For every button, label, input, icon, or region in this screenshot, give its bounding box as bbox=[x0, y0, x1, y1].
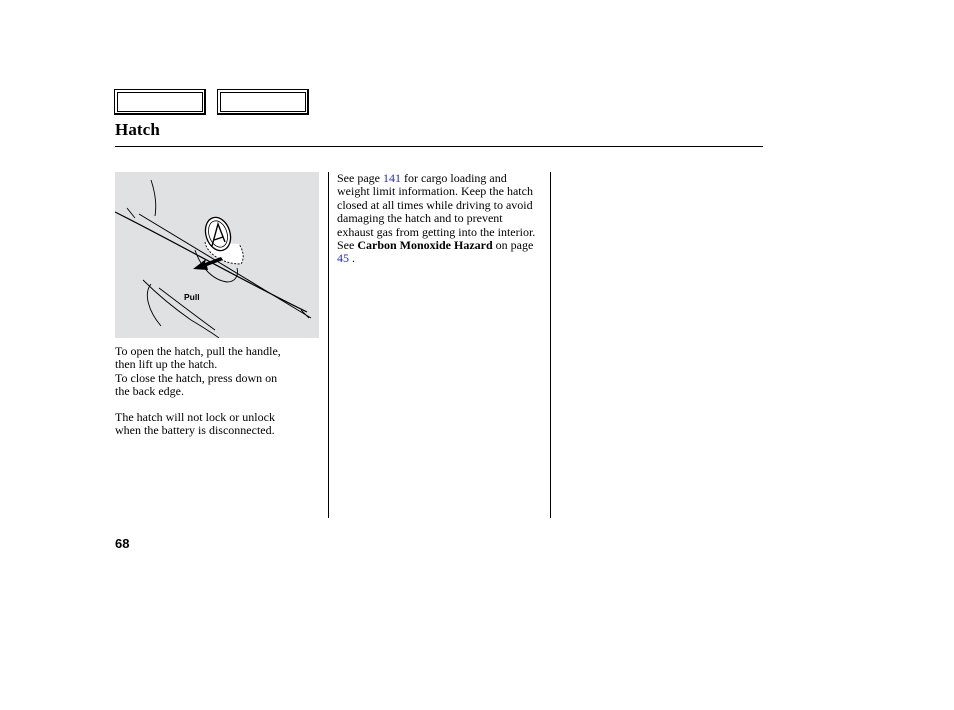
page-number: 68 bbox=[115, 536, 130, 551]
body-line-1 bbox=[151, 180, 156, 216]
section-title: Hatch bbox=[115, 120, 160, 139]
nav-button-2-frame bbox=[220, 92, 306, 112]
open-close-instructions bbox=[115, 345, 320, 399]
instruction-line: To open the hatch, pull the handle, bbox=[115, 344, 281, 358]
nav-button-1-frame bbox=[117, 92, 203, 112]
note-line: The hatch will not lock or unlock bbox=[115, 410, 275, 424]
battery-note bbox=[115, 411, 320, 438]
carbon-monoxide-hazard-reference: Carbon Monoxide Hazard bbox=[357, 238, 493, 253]
instruction-line: then lift up the hatch. bbox=[115, 357, 218, 372]
note-line: when the battery is disconnected. bbox=[115, 423, 275, 438]
pull-label: Pull bbox=[184, 292, 200, 302]
edge-tick-line bbox=[127, 208, 135, 218]
pull-arrow-icon bbox=[193, 257, 223, 270]
hatch-drawing bbox=[115, 172, 319, 338]
text-segment: See page bbox=[337, 171, 383, 185]
instruction-line: To close the hatch, press down on bbox=[115, 370, 278, 385]
text-segment: on page bbox=[492, 238, 534, 253]
page-141-link[interactable]: 141 bbox=[382, 171, 401, 185]
column-divider-1 bbox=[328, 172, 329, 518]
cargo-safety-paragraph bbox=[337, 172, 542, 266]
nav-button-1[interactable] bbox=[114, 89, 206, 115]
title-divider bbox=[115, 146, 763, 147]
text-segment: . bbox=[349, 251, 355, 266]
text-segment: for cargo loading and weight limit information. Keep the hatch closed at all times while driving to avoid damaging the hatch and to prevent exhaust gas from getting into the interior. See bbox=[337, 171, 536, 253]
instruction-line: the back edge. bbox=[115, 384, 184, 399]
column-divider-2 bbox=[550, 172, 551, 518]
hatch-handle-illustration bbox=[115, 172, 319, 338]
lower-body-line bbox=[143, 280, 219, 338]
nav-button-2[interactable] bbox=[217, 89, 309, 115]
page-45-link[interactable]: 45 bbox=[337, 251, 349, 266]
